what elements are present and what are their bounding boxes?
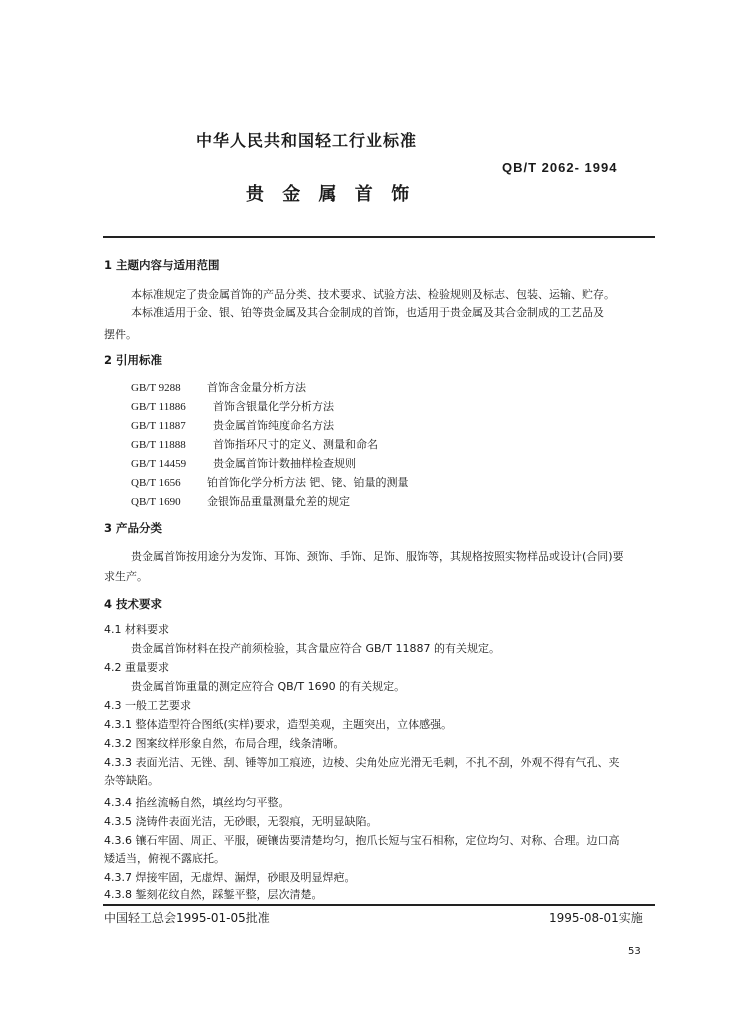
section-3-paragraph-cont: 求生产。	[104, 570, 148, 583]
clause-4-3-4: 4.3.4 掐丝流畅自然，填丝均匀平整。	[104, 796, 290, 809]
document-title: 贵 金 属 首 饰	[246, 184, 416, 205]
reference-item	[131, 493, 350, 509]
header-divider	[103, 236, 655, 238]
section-2-heading: 2 引用标准	[104, 353, 163, 367]
reference-title: 铂首饰化学分析方法 钯、铑、铂量的测量	[207, 476, 409, 489]
clause-4-3-5: 4.3.5 浇铸件表面光洁，无砂眼，无裂痕，无明显缺陷。	[104, 815, 378, 828]
clause-4-3-7: 4.3.7 焊接牢固，无虚焊、漏焊，砂眼及明显焊疤。	[104, 871, 356, 884]
reference-item	[131, 417, 334, 433]
reference-code: GB/T 11886	[131, 401, 186, 413]
reference-item	[131, 455, 356, 471]
reference-title: 金银饰品重量测量允差的规定	[207, 495, 350, 508]
clause-4-3-3-cont: 杂等缺陷。	[104, 774, 159, 787]
reference-item	[131, 398, 334, 414]
reference-title: 首饰含银量化学分析方法	[213, 400, 334, 413]
reference-title: 首饰指环尺寸的定义、测量和命名	[213, 438, 378, 451]
section-1-heading: 1 主题内容与适用范围	[104, 258, 220, 272]
section-1-paragraph-2: 本标准适用于金、银、铂等贵金属及其合金制成的首饰，也适用于贵金属及其合金制成的工艺品及	[131, 306, 604, 319]
issuing-organization: 中华人民共和国轻工行业标准	[196, 131, 418, 150]
clause-4-3-6-cont: 矮适当，俯视不露底托。	[104, 852, 225, 865]
reference-code: GB/T 14459	[131, 458, 187, 470]
footer-divider	[103, 904, 655, 906]
section-1-paragraph-1: 本标准规定了贵金属首饰的产品分类、技术要求、试验方法、检验规则及标志、包装、运输、贮存。	[131, 288, 615, 301]
clause-4-2-heading: 4.2 重量要求	[104, 661, 169, 674]
section-3-heading: 3 产品分类	[104, 521, 163, 535]
clause-4-3-1: 4.3.1 整体造型符合图纸(实样)要求，造型美观，主题突出，立体感强。	[104, 718, 453, 731]
reference-title: 首饰含金量分析方法	[207, 381, 306, 394]
reference-code: QB/T 1690	[131, 496, 181, 508]
clause-4-1-heading: 4.1 材料要求	[104, 623, 169, 636]
reference-code: QB/T 1656	[131, 477, 181, 489]
standard-number: QB/T 2062- 1994	[502, 160, 618, 175]
section-1-paragraph-2-cont: 摆件。	[104, 328, 137, 341]
reference-item	[131, 474, 409, 490]
clause-4-3-8: 4.3.8 錾刻花纹自然，踩錾平整，层次清楚。	[104, 888, 323, 901]
section-3-paragraph: 贵金属首饰按用途分为发饰、耳饰、颈饰、手饰、足饰、服饰等，其规格按照实物样品或设计(合同)要	[131, 550, 624, 563]
implementation-date: 1995-08-01实施	[549, 911, 643, 925]
clause-4-3-heading: 4.3 一般工艺要求	[104, 699, 191, 712]
reference-code: GB/T 9288	[131, 382, 181, 394]
clause-4-3-3: 4.3.3 表面光洁、无锉、刮、锤等加工痕迹，边棱、尖角处应光滑无毛刺，不扎不刮，外观不得有气孔、夹	[104, 756, 620, 769]
approval-date: 中国轻工总会1995-01-05批准	[104, 911, 270, 925]
reference-code: GB/T 11888	[131, 439, 186, 451]
reference-title: 贵金属首饰计数抽样检查规则	[213, 457, 356, 470]
reference-item	[131, 379, 306, 395]
reference-code: GB/T 11887	[131, 420, 186, 432]
reference-title: 贵金属首饰纯度命名方法	[213, 419, 334, 432]
clause-4-3-6: 4.3.6 镶石牢固、周正、平服，硬镶齿要清楚均匀，抱爪长短与宝石相称，定位均匀、对称、合理。边口高	[104, 834, 620, 847]
clause-4-2-text: 贵金属首饰重量的测定应符合 QB/T 1690 的有关规定。	[131, 680, 406, 693]
reference-item	[131, 436, 378, 452]
clause-4-3-2: 4.3.2 图案纹样形象自然，布局合理，线条清晰。	[104, 737, 345, 750]
clause-4-1-text: 贵金属首饰材料在投产前须检验，其含量应符合 GB/T 11887 的有关规定。	[131, 642, 500, 655]
section-4-heading: 4 技术要求	[104, 597, 163, 611]
page-number: 53	[628, 946, 641, 957]
